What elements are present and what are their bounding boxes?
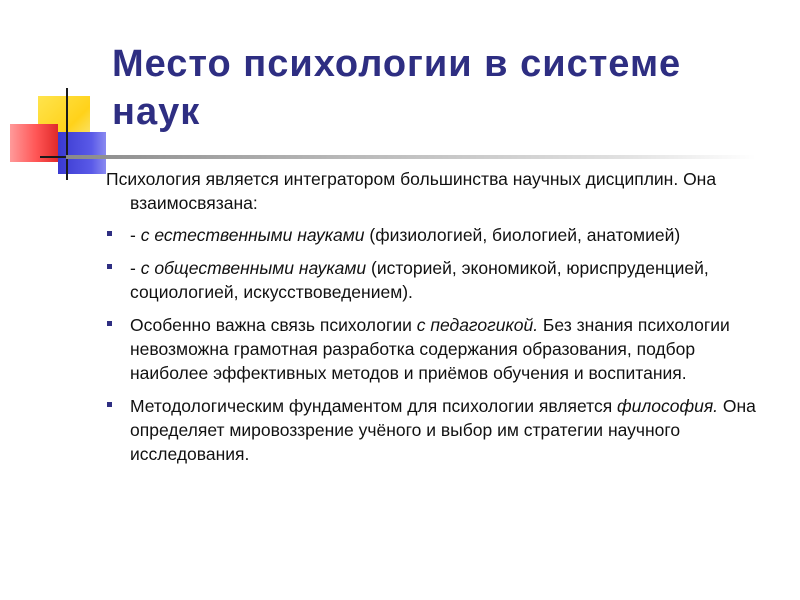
bullet-prefix: - [130, 225, 141, 245]
bullet-prefix: - [130, 258, 141, 278]
bullet-list [106, 223, 766, 466]
bullet-square-icon [107, 264, 112, 269]
bullet-philosophy [106, 394, 766, 466]
bullet-emphasis: с общественными науками [140, 258, 367, 278]
intro-text: Психология является интегратором большинства научных дисциплин. Она взаимосвязана: [106, 169, 717, 213]
bullet-pedagogy [106, 313, 766, 385]
bullet-text-after: Она определяет мировоззрение учёного и выбор им стратегии научного исследования. [130, 396, 756, 464]
bullet-emphasis: с педагогикой. [416, 315, 539, 335]
bullet-text-after: Без знания психологии невозможна грамотная разработка содержания образования, подбор наиболее эффективных методов и приёмов обучения и воспитания. [130, 315, 730, 383]
bullet-square-icon [107, 321, 112, 326]
slide-title: Место психологии в системе наук [112, 43, 682, 133]
bullet-natural-sciences [106, 223, 766, 247]
title-underline [66, 155, 756, 159]
bullet-text-before: Методологическим фундаментом для психологии является [130, 396, 618, 416]
slide-body [106, 167, 766, 475]
decor-vertical-line [66, 88, 68, 180]
bullet-square-icon [107, 402, 112, 407]
bullet-text-before: Особенно важна связь психологии [130, 315, 417, 335]
bullet-emphasis: с естественными науками [140, 225, 365, 245]
bullet-square-icon [107, 231, 112, 236]
bullet-emphasis: философия. [617, 396, 719, 416]
bullet-text: (физиологией, биологией, анатомией) [364, 225, 681, 245]
bullet-social-sciences [106, 256, 766, 304]
bullet-text: (историей, экономикой, юриспруденцией, социологией, искусствоведением). [130, 258, 709, 302]
